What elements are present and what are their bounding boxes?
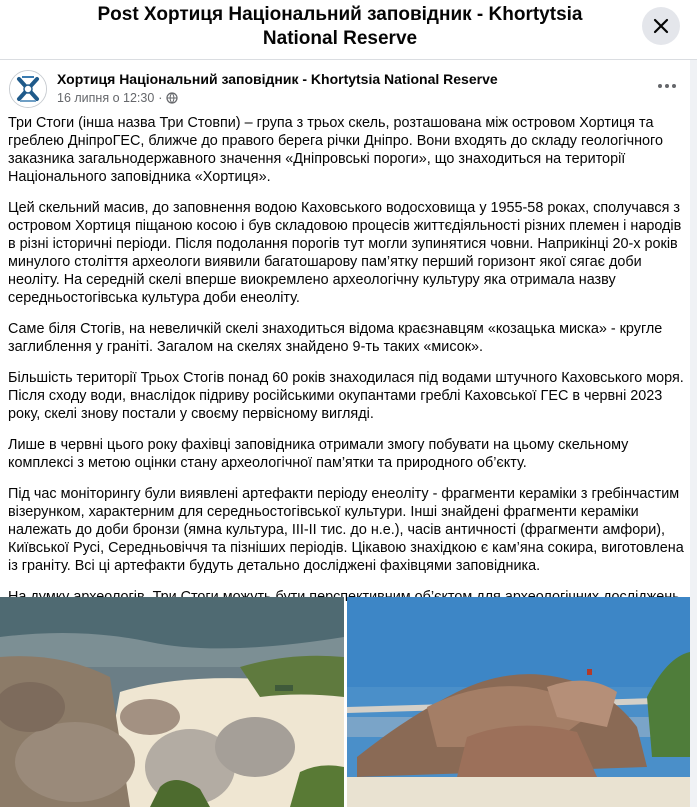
post-author[interactable]: Хортиця Національний заповідник - Khortytsia National Reserve [57,71,498,87]
more-horizontal-icon [657,83,677,89]
post-paragraph: Лише в червні цього року фахівці заповідника отримали змогу побувати на цьому скельному комплексі з метою оцінки стану археологічної пам’ятки та природного об’єкту. [8,437,629,471]
page-title: Post Хортиця Національний заповідник - Khortytsia National Reserve [97,4,583,49]
avatar[interactable] [9,70,47,108]
dialog-header [0,0,697,60]
post-paragraph: Під час моніторингу були виявлені артефакти періоду енеоліту - фрагменти кераміки з гребінчастим візерунком, характерним для середньостогівської культури. Інші знайдені фрагменти кераміки належать до доби бронзи (ямна культура, ІІІ-ІІ тис. до н.е.), часів античності (фрагменти амфори), Київської Русі, Середньовіччя та пізніших періодів. Цікавою знахідкою є кам’яна сокира, виготовлена із граніту. Всі ці артефакти будуть детально досліджені фахівцями заповідника. [8,486,684,574]
post-meta [57,90,178,106]
post-paragraph: Більшість території Трьох Стогів понад 60 років знаходилася під водами штучного Каховського моря. Після сходу води, внаслідок підриву російськими окупантами греблі Каховської ГЕС в червні 2023 року, скелі знову постали у своєму первісному вигляді. [8,370,684,422]
post-header [0,62,690,110]
photo-rocks-beach[interactable] [0,597,344,807]
reserve-logo-icon [10,71,46,107]
post-paragraph: Саме біля Стогів, на невеличкій скелі знаходиться відома краєзнавцям «козацька миска» - кругле заглиблення у граніті. Загалом на скелях знайдено 9-ть таких «мисок». [8,321,663,355]
more-options-button[interactable] [654,76,680,96]
photo-rock-formation[interactable] [347,597,690,807]
scrollbar[interactable] [690,60,697,807]
post-paragraph: Три Стоги (інша назва Три Стовпи) – група з трьох скель, розташована між островом Хортиця та греблею ДніпроГЕС, ближче до правого берега річки Дніпро. Вони входять до складу геологічного заказника загальнодержавного значення «Дніпровські пороги», що знаходиться на території Національного заповідника «Хортиця». [8,115,663,185]
post-date[interactable]: 16 липня о 12:30 [57,91,155,105]
close-icon [653,18,669,34]
post-photos [0,597,690,807]
close-button[interactable] [642,7,680,45]
post-body [8,114,690,619]
post-paragraph: Цей скельний масив, до заповнення водою Каховського водосховища у 1955-58 роках, сполучався з островом Хортиця піщаною косою і був складовою процесів життєдіяльності різних племен і народів в різні історичні періоди. Після подолання порогів тут могли зупинятися човни. Наприкінці 20-х років минулого століття археологи виявили багатошарову пам’ятку перший горизонт якої сягає доби неоліту. На середній скелі вперше виокремлено археологічну культуру яка отримала назву середньостогівська культура доби енеоліту. [8,200,682,306]
meta-separator: · [158,91,163,105]
globe-icon [166,92,178,104]
